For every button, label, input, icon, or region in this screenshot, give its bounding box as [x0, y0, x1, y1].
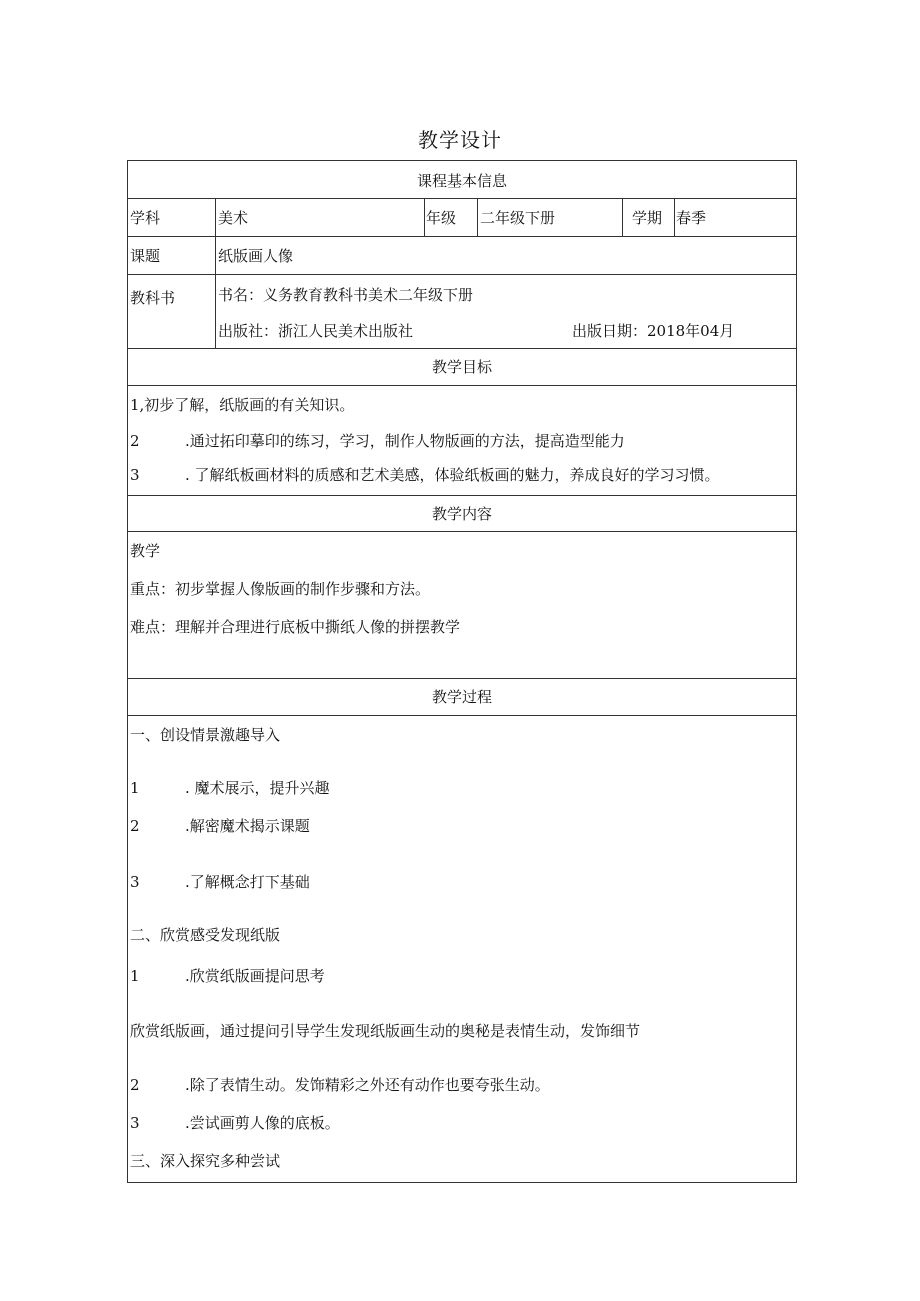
section-heading: 三、深入探究多种尝试 [130, 1152, 281, 1170]
content-header: 教学内容 [431, 505, 492, 523]
step-number: 1 [130, 779, 140, 797]
content-line: 教学 [130, 542, 161, 560]
difficulty-point: 难点：理解并合理进行底板中撕纸人像的拼摆教学 [130, 618, 461, 636]
col-divider [477, 198, 478, 236]
lesson-plan-table [127, 160, 797, 1183]
step-item: . 魔术展示，提升兴趣 [185, 779, 330, 797]
objective-number: 2 [130, 432, 140, 450]
col-divider [215, 198, 216, 348]
topic-value: 纸版画人像 [218, 247, 294, 265]
publisher: 出版社：浙江人民美术出版社 [218, 322, 414, 340]
grade-value: 二年级下册 [480, 209, 556, 227]
step-number: 3 [130, 873, 140, 891]
step-number: 1 [130, 967, 140, 985]
step-number: 2 [130, 1076, 140, 1094]
row-divider [128, 274, 796, 275]
textbook-label: 教科书 [130, 289, 176, 307]
book-name: 书名：义务教育教科书美术二年级下册 [218, 286, 474, 304]
step-item: .解密魔术揭示课题 [185, 817, 310, 835]
col-divider [424, 198, 425, 236]
term-value: 春季 [676, 209, 707, 227]
key-point: 重点：初步掌握人像版画的制作步骤和方法。 [130, 580, 431, 598]
objective-item: .通过拓印摹印的练习，学习，制作人物版画的方法，提高造型能力 [185, 432, 625, 450]
grade-label: 年级 [426, 209, 457, 227]
step-number: 2 [130, 817, 140, 835]
step-item: .除了表情生动。发饰精彩之外还有动作也要夸张生动。 [185, 1076, 550, 1094]
objectives-header: 教学目标 [431, 358, 492, 376]
step-item: .尝试画剪人像的底板。 [185, 1114, 340, 1132]
row-divider [128, 495, 796, 496]
objective-item: 1,初步了解，纸版画的有关知识。 [130, 396, 355, 414]
term-label: 学期 [632, 209, 663, 227]
step-item: .欣赏纸版画提问思考 [185, 967, 325, 985]
step-item: .了解概念打下基础 [185, 873, 310, 891]
section-heading: 二、欣赏感受发现纸版 [130, 926, 281, 944]
col-divider [674, 198, 675, 236]
objective-number: 3 [130, 466, 140, 484]
row-divider [128, 198, 796, 199]
step-paragraph: 欣赏纸版画，通过提问引导学生发现纸版画生动的奥秘是表情生动，发饰细节 [130, 1022, 641, 1040]
subject-label: 学科 [130, 209, 161, 227]
subject-value: 美术 [218, 209, 249, 227]
row-divider [128, 348, 796, 349]
section-heading: 一、创设情景激趣导入 [130, 726, 281, 744]
row-divider [128, 715, 796, 716]
row-divider [128, 236, 796, 237]
row-divider [128, 385, 796, 386]
step-number: 3 [130, 1114, 140, 1132]
row-divider [128, 678, 796, 679]
basic-info-header: 课程基本信息 [416, 172, 507, 190]
publish-date: 出版日期：2018年04月 [572, 322, 735, 340]
process-header: 教学过程 [431, 688, 492, 706]
row-divider [128, 531, 796, 532]
document-title: 教学设计 [418, 128, 502, 152]
col-divider [622, 198, 623, 236]
topic-label: 课题 [130, 247, 161, 265]
objective-item: . 了解纸板画材料的质感和艺术美感，体验纸板画的魅力，养成良好的学习习惯。 [185, 466, 720, 484]
